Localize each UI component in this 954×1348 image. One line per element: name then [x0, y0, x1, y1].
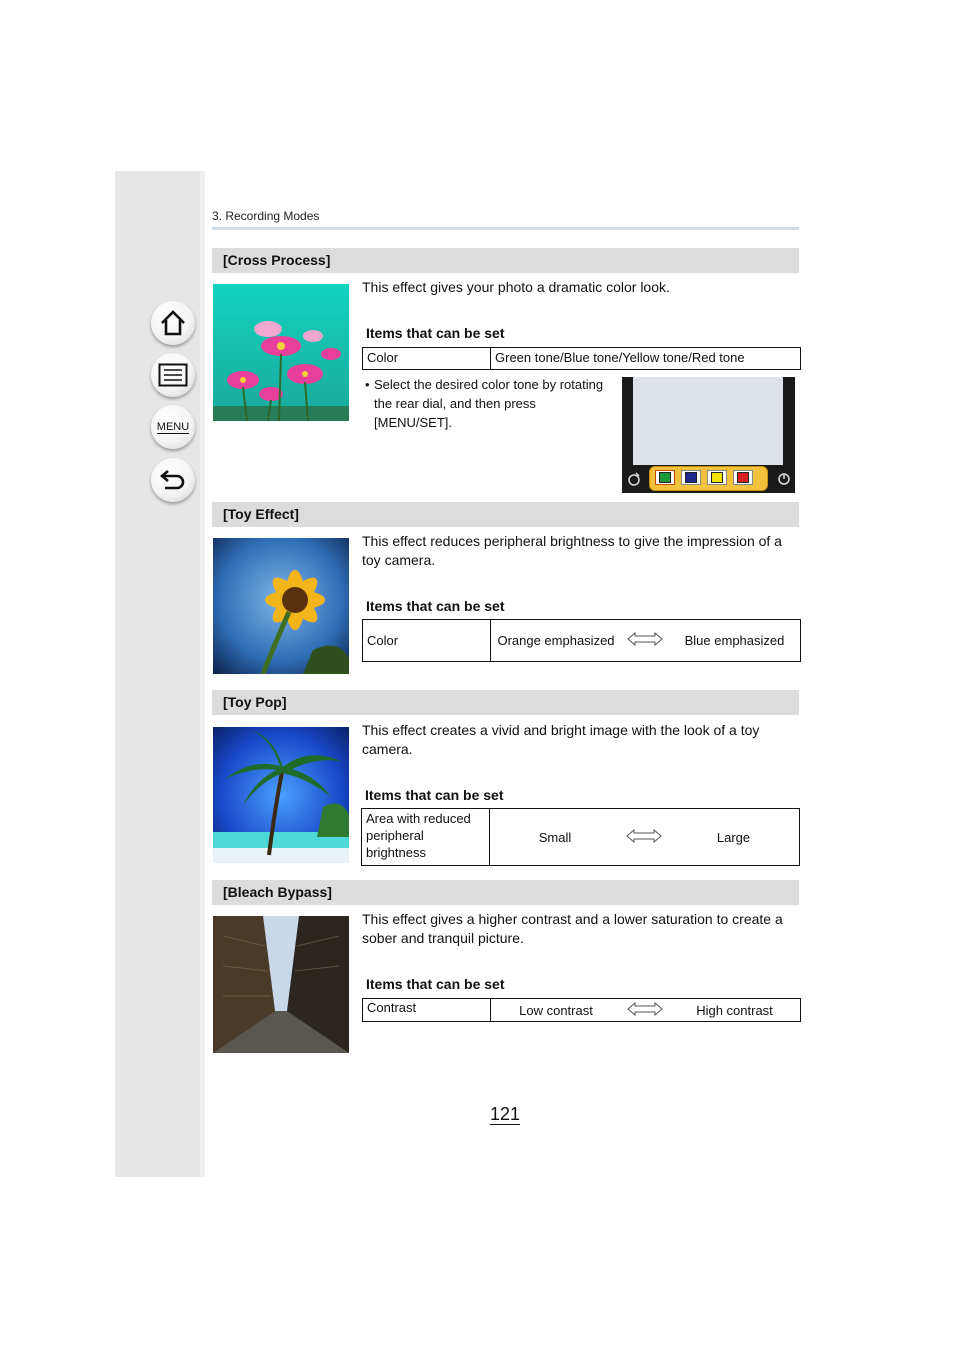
setting-label: Color: [363, 348, 491, 370]
section-description: This effect gives a higher contrast and a lower saturation to create a sober and tranquil picture.: [362, 911, 783, 946]
section-bar-toy-effect: [212, 502, 799, 527]
tone-swatch-color: [711, 472, 723, 483]
tone-swatch[interactable]: [707, 470, 727, 485]
tone-swatch[interactable]: [733, 470, 753, 485]
back-arrow-icon: [159, 467, 187, 493]
bleach-bypass-photo: [213, 916, 349, 1053]
section-description: This effect gives your photo a dramatic color look.: [362, 279, 670, 295]
section-title: [Cross Process]: [223, 252, 331, 268]
setting-range: [491, 999, 801, 1022]
sidebar-edge: [200, 171, 205, 1177]
tone-swatch-color: [737, 472, 749, 483]
range-right: Blue emphasized: [684, 633, 785, 648]
home-icon: [159, 309, 187, 337]
double-arrow-icon: [617, 1002, 673, 1019]
range-right: High contrast: [696, 1002, 773, 1018]
section-bar-bleach-bypass: [212, 880, 799, 905]
items-heading: Items that can be set: [366, 598, 505, 614]
camera-preview-area: [633, 377, 783, 465]
back-button[interactable]: [151, 458, 195, 502]
range-left: Small: [538, 829, 572, 845]
section-title: [Toy Pop]: [223, 694, 287, 710]
breadcrumb: 3. Recording Modes: [212, 209, 320, 223]
page-number[interactable]: 121: [490, 1104, 521, 1124]
menu-label: MENU: [156, 420, 190, 433]
tone-selector[interactable]: [649, 466, 768, 491]
tone-swatches: [655, 470, 753, 485]
settings-table: [362, 347, 801, 370]
setting-range: [490, 809, 800, 866]
menu-button[interactable]: [151, 405, 195, 449]
items-heading: Items that can be set: [366, 976, 505, 992]
section-bar-cross-process: [212, 248, 799, 273]
range-right: Large: [716, 829, 751, 845]
section-title: [Bleach Bypass]: [223, 884, 332, 900]
header-rule: [212, 227, 799, 230]
tone-swatch[interactable]: [681, 470, 701, 485]
tone-swatch-color: [685, 472, 697, 483]
cross-process-photo: [213, 284, 349, 421]
filter-icon: [626, 471, 642, 487]
section-description: This effect reduces peripheral brightness to give the impression of a toy camera.: [362, 533, 782, 568]
double-arrow-icon: [617, 632, 673, 649]
range-left: Orange emphasized: [497, 633, 615, 648]
setting-label: Contrast: [363, 999, 491, 1022]
setting-value: Green tone/Blue tone/Yellow tone/Red tone: [491, 348, 801, 370]
section-description: This effect creates a vivid and bright image with the look of a toy camera.: [362, 722, 760, 757]
settings-table: [362, 619, 801, 662]
toy-effect-photo: [213, 538, 349, 674]
setting-label: Area with reduced peripheral brightness: [362, 809, 490, 866]
list-icon: [158, 363, 188, 387]
setting-label: Color: [363, 620, 491, 662]
items-heading: Items that can be set: [366, 325, 505, 341]
double-arrow-icon: [616, 829, 672, 846]
settings-table: [361, 808, 800, 866]
section-bar-toy-pop: [212, 690, 799, 715]
toy-pop-photo: [213, 727, 349, 863]
settings-table: [362, 998, 801, 1022]
section-title: [Toy Effect]: [223, 506, 299, 522]
bullet-dot: •: [365, 377, 370, 392]
tone-swatch-color: [659, 472, 671, 483]
instruction-bullet: [365, 375, 610, 432]
home-button[interactable]: [151, 301, 195, 345]
range-left: Low contrast: [519, 1002, 593, 1018]
tone-swatch[interactable]: [655, 470, 675, 485]
dial-icon: [777, 472, 791, 486]
contents-button[interactable]: [151, 353, 195, 397]
bullet-text: Select the desired color tone by rotating the rear dial, and then press [MENU/SET].: [374, 377, 604, 430]
items-heading: Items that can be set: [365, 787, 504, 803]
setting-range: [491, 620, 801, 662]
